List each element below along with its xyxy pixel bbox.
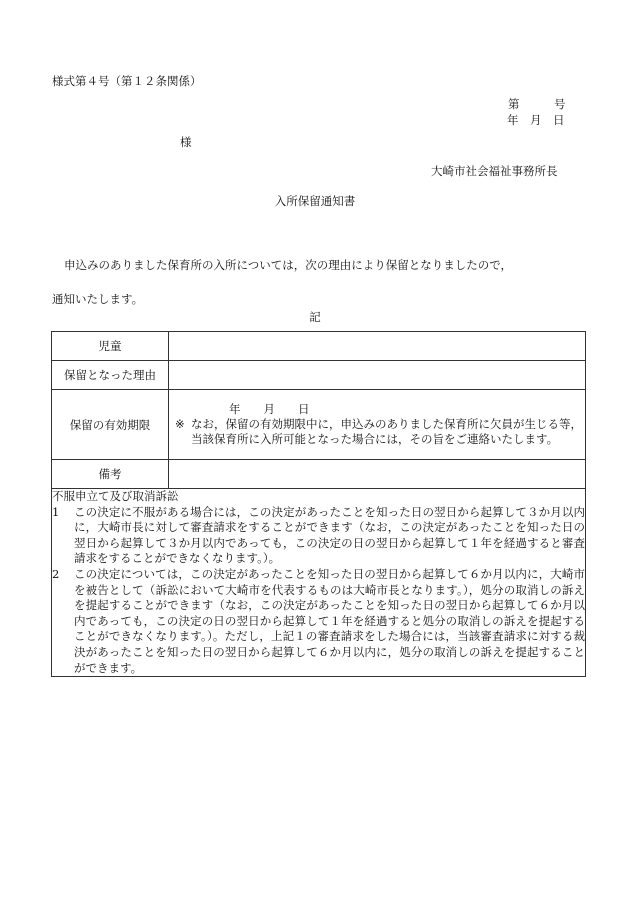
appeal-item-number: 2: [52, 566, 60, 581]
form-number: 様式第４号（第１２条関係）: [52, 74, 202, 88]
appeal-heading: 不服申立て及び取消訴訟: [52, 489, 179, 503]
notice-body: [52, 248, 582, 316]
table-row-reason: [52, 361, 586, 390]
period-note: [169, 417, 585, 447]
period-date: 年 月 日: [229, 402, 310, 416]
table-row-period: [52, 390, 586, 460]
appeal-item-text: この決定については，この決定があったことを知った日の翌日から起算して６か月以内に，大崎市を被告として（訴訟において大崎市を代表するものは大崎市長となります。），処分の取消しの訴えを提起することができます（なお，この決定があったことを知った日の翌日から起算して６か月以内であっても，この決定の日の翌日から起算して１年を経過すると処分の取消しの訴えを提起することができなくなります。）。ただし，上記１の審査請求をした場合には，当該審査請求に対する裁決があったことを知った日の翌日から起算して６か月以内に，処分の取消しの訴えを提起することができます。: [74, 566, 585, 675]
note-text: なお，保留の有効期限中に，申込みのありました保育所に欠員が生じる等，当該保育所に入所可能となった場合には，その旨をご連絡いたします。: [191, 417, 582, 446]
recipient-honorific: 様: [180, 135, 192, 149]
notice-line-2: 通知いたします。: [52, 292, 144, 306]
child-label: 児童: [52, 332, 169, 361]
note-mark: ※: [175, 417, 185, 431]
details-table: [51, 331, 586, 677]
remarks-label: 備考: [52, 460, 169, 489]
document-number: 第 号: [508, 97, 566, 111]
appeal-section: [52, 489, 586, 677]
remarks-value: [169, 460, 586, 489]
reason-value: [169, 361, 586, 390]
document-date: 年 月 日: [507, 113, 565, 127]
issuer-name: 大崎市社会福祉事務所長: [431, 164, 558, 178]
appeal-item-number: 1: [52, 504, 60, 519]
table-row-remarks: [52, 460, 586, 489]
appeal-item-2: [52, 567, 585, 676]
document-title: 入所保留通知書: [274, 194, 356, 208]
table-row-child: [52, 332, 586, 361]
reason-label: 保留となった理由: [52, 361, 169, 390]
appeal-item-1: [52, 505, 585, 567]
ki-heading: 記: [309, 310, 321, 324]
table-row-appeal: [52, 489, 586, 677]
child-value: [169, 332, 586, 361]
appeal-item-text: この決定に不服がある場合には，この決定があったことを知った日の翌日から起算して３か月以内に，大崎市長に対して審査請求をすることができます（なお，この決定があったことを知った日の翌日から起算して３か月以内であっても，この決定の日の翌日から起算して１年を経過すると審査請求をすることができなくなります。）。: [74, 504, 585, 566]
period-label: 保留の有効期限: [52, 390, 169, 460]
period-cell: [169, 390, 586, 460]
notice-line-1: 申込みのありました保育所の入所については，次の理由により保留となりましたので，: [64, 258, 513, 272]
